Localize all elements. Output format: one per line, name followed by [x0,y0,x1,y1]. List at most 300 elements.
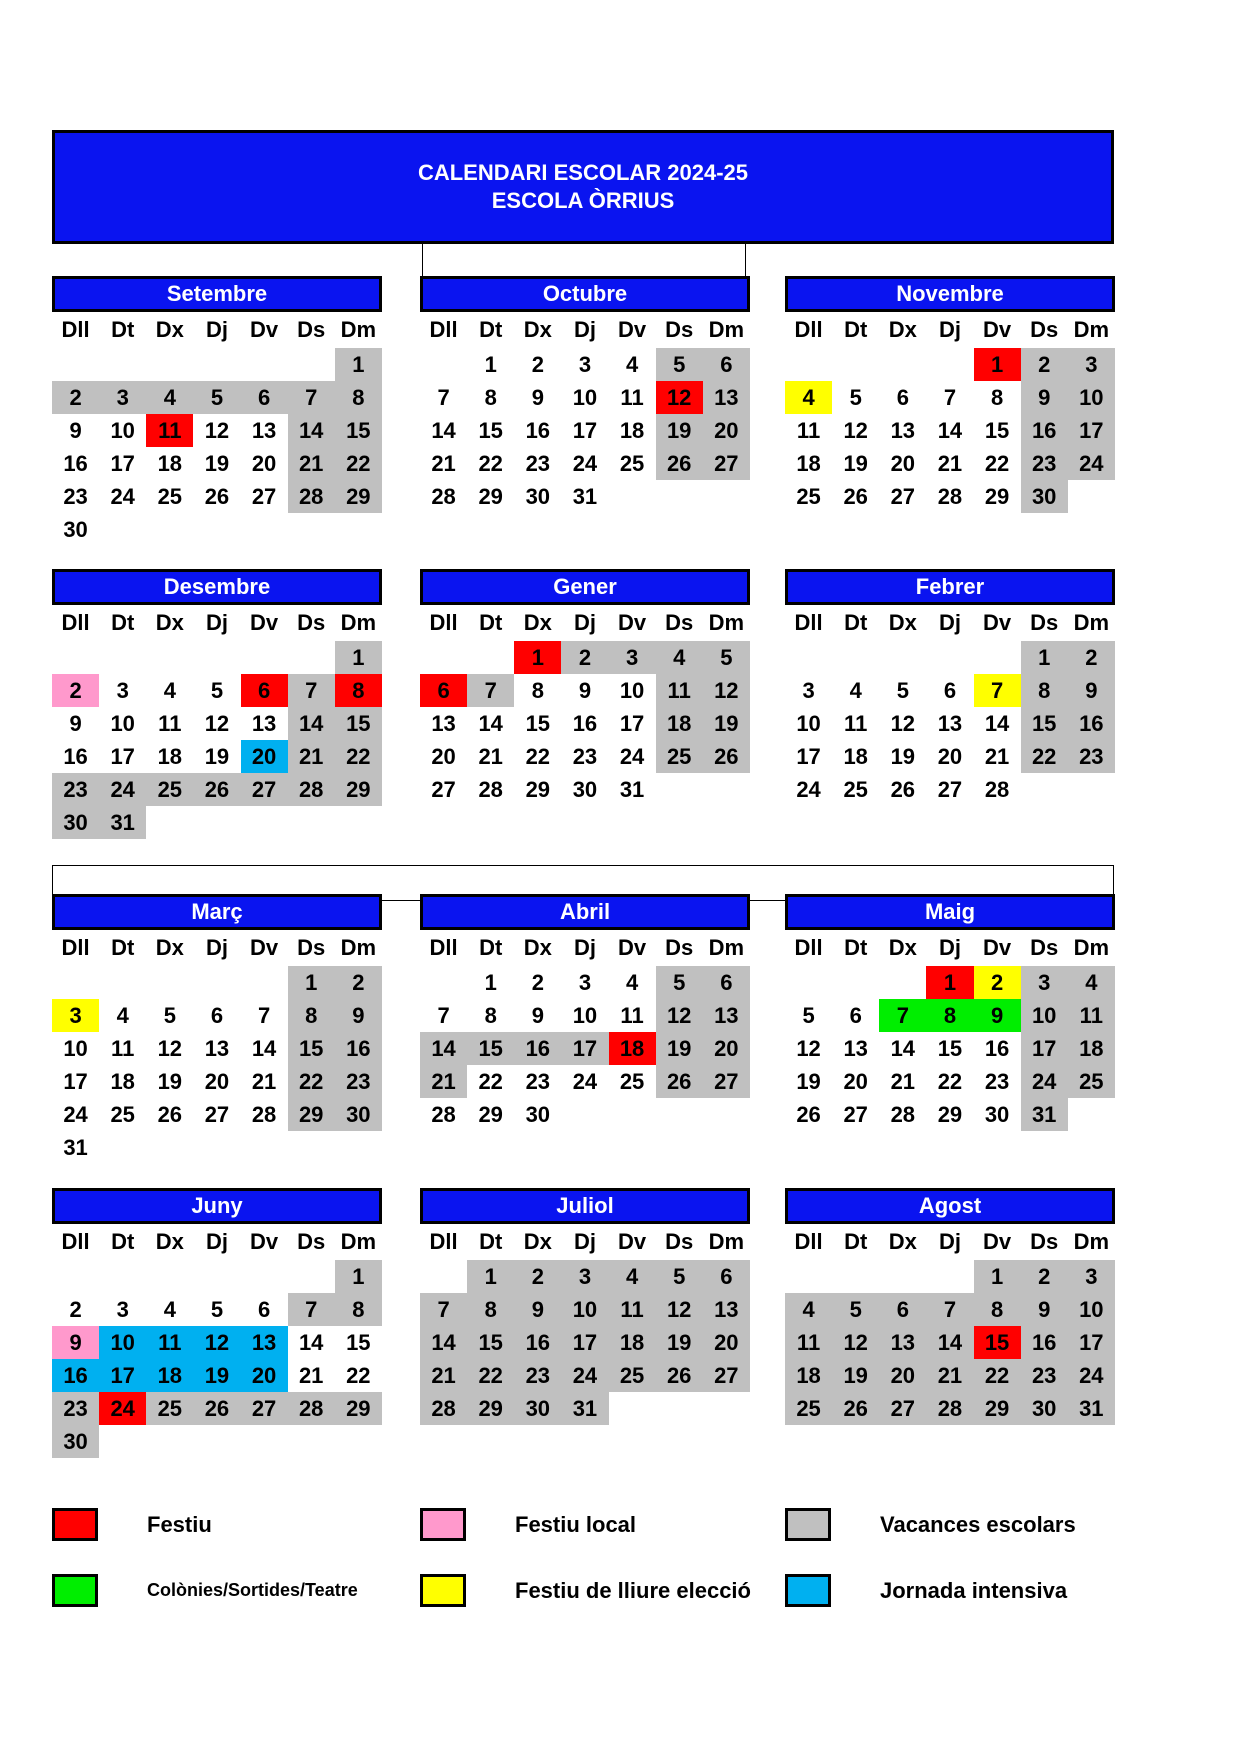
day-cell: 30 [572,777,598,802]
weekday-label: Dx [155,935,184,960]
day-cell: 8 [484,385,497,410]
day-cell: 12 [656,1293,703,1326]
weekday-label: Ds [297,317,326,342]
day-cell: 5 [163,1003,176,1028]
weekday-label: Dll [794,610,823,635]
day-cell: 12 [193,1326,240,1359]
day-cell: 24 [572,1069,598,1094]
day-cell: 4 [163,678,176,703]
day-cell: 2 [1021,1260,1068,1293]
day-cell: 6 [420,674,467,707]
day-cell: 10 [796,711,821,736]
day-cell: 28 [890,1102,916,1127]
day-cell: 13 [890,418,916,443]
day-cell: 3 [578,970,592,995]
day-grid [785,348,1115,513]
day-cell: 17 [619,711,645,736]
day-cell: 8 [990,385,1004,410]
day-cell: 9 [974,999,1021,1032]
day-cell: 15 [1021,707,1068,740]
day-cell: 22 [478,451,503,476]
day-cell: 14 [926,1326,973,1359]
day-cell: 24 [561,1359,608,1392]
day-cell: 19 [656,1326,703,1359]
day-cell: 31 [1021,1098,1068,1131]
day-cell: 24 [99,1392,146,1425]
weekday-row [52,605,382,641]
day-cell: 4 [1068,966,1115,999]
day-grid [785,1260,1115,1425]
day-cell: 22 [346,1363,371,1388]
month-agost [785,1188,1115,1425]
month-gener [420,569,750,806]
day-cell: 11 [844,711,868,736]
weekday-label: Dv [983,935,1012,960]
day-cell: 31 [619,777,645,802]
legend-swatch [785,1508,831,1541]
day-cell: 10 [572,385,598,410]
day-cell: 2 [561,641,608,674]
day-cell: 19 [204,451,230,476]
day-cell: 28 [251,1102,277,1127]
day-cell: 23 [1021,1359,1068,1392]
day-cell: 12 [204,418,230,443]
day-cell: 28 [288,480,335,513]
weekday-label: Dm [1073,317,1110,342]
day-cell: 18 [146,1359,193,1392]
month-header: Maig [785,894,1115,930]
day-cell: 27 [431,777,456,802]
day-cell: 3 [1021,966,1068,999]
month-header: Agost [785,1188,1115,1224]
day-cell: 23 [63,484,88,509]
day-cell: 2 [514,1260,561,1293]
weekday-label: Dll [61,935,90,960]
day-cell: 6 [943,678,957,703]
day-grid [420,1260,750,1425]
legend-swatch [52,1508,98,1541]
day-cell: 15 [467,1032,514,1065]
month-header: Setembre [52,276,382,312]
weekday-row [420,605,750,641]
weekday-label: Dll [61,1229,90,1254]
day-cell: 8 [467,1293,514,1326]
weekday-label: Dx [155,317,184,342]
day-cell: 5 [193,381,240,414]
weekday-label: Dm [1073,610,1110,635]
weekday-label: Dv [250,610,279,635]
day-cell: 26 [157,1102,183,1127]
day-cell: 2 [974,966,1021,999]
day-cell: 12 [832,1326,879,1359]
day-cell: 18 [785,1359,832,1392]
day-cell: 13 [703,999,750,1032]
weekday-label: Dj [938,610,961,635]
day-grid [785,966,1115,1131]
day-cell: 24 [1068,447,1115,480]
day-cell: 3 [802,678,815,703]
day-cell: 4 [785,1293,832,1326]
day-cell: 15 [525,711,551,736]
month-header: Juny [52,1188,382,1224]
day-cell: 11 [146,414,193,447]
month-octubre [420,276,750,513]
day-cell: 3 [578,352,592,377]
day-cell: 19 [703,707,750,740]
day-cell: 8 [926,999,973,1032]
day-cell: 18 [609,1326,656,1359]
day-cell: 7 [288,381,335,414]
day-cell: 11 [1068,999,1115,1032]
day-cell: 10 [63,1036,88,1061]
day-cell: 20 [843,1069,868,1094]
day-cell: 29 [984,484,1010,509]
day-cell: 26 [890,777,916,802]
day-cell: 21 [478,744,503,769]
day-cell: 17 [110,744,135,769]
day-cell: 7 [288,1293,335,1326]
day-cell: 25 [146,773,193,806]
weekday-label: Dll [794,1229,823,1254]
day-cell: 18 [656,707,703,740]
day-cell: 9 [69,418,82,443]
day-cell: 19 [796,1069,821,1094]
day-cell: 27 [204,1102,230,1127]
day-cell: 13 [431,711,456,736]
weekday-row [52,930,382,966]
weekday-label: Dx [888,610,917,635]
day-cell: 1 [1021,641,1068,674]
legend-item-col [52,1574,358,1607]
legend-swatch [52,1574,98,1607]
day-cell: 29 [335,480,382,513]
weekday-label: Dt [844,935,868,960]
day-cell: 18 [110,1069,135,1094]
day-cell: 10 [561,1293,608,1326]
day-grid [52,348,382,546]
legend-item-local [420,1508,636,1541]
weekday-label: Ds [1030,1229,1059,1254]
day-cell: 16 [514,1326,561,1359]
day-cell: 2 [52,674,99,707]
day-cell: 6 [879,1293,926,1326]
day-cell: 7 [467,674,514,707]
day-cell: 30 [1021,480,1068,513]
day-cell: 3 [1068,348,1115,381]
day-cell: 9 [1021,381,1068,414]
weekday-row [52,1224,382,1260]
day-cell: 16 [52,1359,99,1392]
weekday-label: Ds [297,935,326,960]
month-desembre [52,569,382,839]
day-cell: 20 [937,744,963,769]
day-cell: 14 [890,1036,916,1061]
day-cell: 20 [204,1069,230,1094]
day-grid [52,966,382,1164]
day-cell: 21 [288,740,335,773]
calendar-title-banner [52,130,1114,244]
legend-swatch [785,1574,831,1607]
day-cell: 31 [561,1392,608,1425]
day-cell: 28 [431,1102,456,1127]
day-cell: 17 [63,1069,88,1094]
day-cell: 23 [52,1392,99,1425]
day-cell: 27 [703,1065,750,1098]
legend-item-off [785,1508,1076,1541]
day-cell: 16 [984,1036,1010,1061]
day-cell: 23 [572,744,598,769]
day-cell: 6 [210,1003,224,1028]
weekday-label: Dj [938,317,961,342]
day-cell: 27 [703,447,750,480]
day-cell: 1 [335,641,382,674]
day-cell: 16 [525,418,551,443]
day-cell: 9 [69,711,82,736]
day-cell: 9 [578,678,592,703]
day-cell: 16 [335,1032,382,1065]
day-cell: 1 [974,1260,1021,1293]
day-cell: 9 [531,385,544,410]
month-maig [785,894,1115,1131]
day-cell: 14 [288,707,335,740]
day-cell: 13 [204,1036,230,1061]
weekday-label: Ds [297,610,326,635]
day-cell: 1 [514,641,561,674]
day-cell: 28 [478,777,503,802]
day-cell: 26 [204,484,230,509]
day-cell: 13 [879,1326,926,1359]
day-cell: 5 [832,1293,879,1326]
day-cell: 2 [531,352,544,377]
day-cell: 21 [251,1069,277,1094]
day-cell: 14 [420,1326,467,1359]
day-cell: 31 [63,1135,88,1160]
day-cell: 25 [609,1359,656,1392]
weekday-label: Ds [665,317,694,342]
weekday-label: Dj [573,317,596,342]
weekday-label: Dt [479,610,503,635]
day-cell: 2 [1021,348,1068,381]
weekday-row [420,1224,750,1260]
day-cell: 31 [1068,1392,1115,1425]
day-cell: 13 [251,711,277,736]
day-cell: 5 [896,678,909,703]
weekday-row [785,605,1115,641]
weekday-label: Dx [523,935,552,960]
day-cell: 9 [52,1326,99,1359]
day-cell: 23 [1021,447,1068,480]
day-cell: 14 [478,711,503,736]
day-cell: 1 [484,352,497,377]
day-cell: 24 [110,484,135,509]
month-header: Juliol [420,1188,750,1224]
day-cell: 19 [157,1069,183,1094]
day-cell: 3 [116,1297,129,1322]
day-cell: 23 [514,1359,561,1392]
day-cell: 5 [210,678,224,703]
day-cell: 22 [335,447,382,480]
weekday-label: Dj [573,1229,596,1254]
day-cell: 23 [335,1065,382,1098]
day-cell: 19 [656,1032,703,1065]
day-cell: 31 [99,806,146,839]
day-cell: 4 [785,381,832,414]
day-cell: 28 [984,777,1010,802]
day-cell: 25 [785,1392,832,1425]
day-cell: 24 [1068,1359,1115,1392]
day-cell: 3 [99,381,146,414]
day-cell: 10 [99,1326,146,1359]
day-cell: 6 [241,674,288,707]
day-cell: 26 [796,1102,821,1127]
day-cell: 2 [52,381,99,414]
day-cell: 17 [1021,1032,1068,1065]
day-cell: 17 [110,451,135,476]
weekday-label: Dx [155,610,184,635]
day-cell: 11 [111,1036,135,1061]
day-cell: 1 [288,966,335,999]
weekday-label: Dx [155,1229,184,1254]
day-cell: 24 [1021,1065,1068,1098]
day-cell: 4 [146,381,193,414]
day-cell: 27 [241,773,288,806]
day-cell: 21 [420,1065,467,1098]
day-cell: 12 [656,999,703,1032]
day-cell: 9 [1068,674,1115,707]
weekday-label: Dt [111,317,135,342]
day-cell: 19 [656,414,703,447]
weekday-label: Dm [340,317,377,342]
day-cell: 29 [478,484,503,509]
weekday-label: Dt [479,317,503,342]
weekday-label: Dv [618,610,647,635]
day-cell: 10 [110,418,135,443]
day-cell: 17 [561,1032,608,1065]
weekday-label: Ds [1030,610,1059,635]
legend-label: Festiu de lliure elecció [515,1577,751,1603]
day-cell: 26 [656,447,703,480]
day-cell: 20 [431,744,456,769]
weekday-label: Dll [429,610,458,635]
weekday-label: Dt [111,1229,135,1254]
day-cell: 25 [619,1069,645,1094]
title-line-2: ESCOLA ÒRRIUS [491,188,675,213]
day-cell: 22 [467,1359,514,1392]
day-cell: 9 [514,1293,561,1326]
day-cell: 11 [656,674,703,707]
weekday-label: Dt [479,935,503,960]
day-cell: 8 [974,1293,1021,1326]
day-cell: 7 [420,1293,467,1326]
legend-label: Festiu [147,1511,212,1537]
day-cell: 5 [703,641,750,674]
weekday-row [420,312,750,348]
day-cell: 29 [288,1098,335,1131]
weekday-row [420,930,750,966]
day-cell: 1 [335,1260,382,1293]
day-cell: 24 [796,777,821,802]
day-cell: 7 [437,385,450,410]
day-cell: 8 [531,678,544,703]
legend-label: Jornada intensiva [880,1577,1068,1603]
weekday-label: Dt [844,317,868,342]
day-cell: 25 [656,740,703,773]
month-setembre [52,276,382,546]
weekday-label: Dj [573,935,596,960]
weekday-label: Dll [429,935,458,960]
day-cell: 25 [1068,1065,1115,1098]
day-cell: 26 [193,1392,240,1425]
day-cell: 6 [257,1297,271,1322]
day-cell: 6 [896,385,909,410]
day-cell: 25 [619,451,645,476]
day-cell: 16 [63,451,88,476]
day-cell: 16 [1021,1326,1068,1359]
day-cell: 15 [478,418,503,443]
day-cell: 15 [937,1036,963,1061]
day-cell: 26 [656,1359,703,1392]
day-cell: 4 [609,1260,656,1293]
weekday-label: Dj [573,610,596,635]
day-cell: 15 [467,1326,514,1359]
day-cell: 11 [620,1003,644,1028]
day-cell: 20 [251,451,277,476]
day-cell: 12 [703,674,750,707]
day-cell: 29 [335,1392,382,1425]
month-novembre [785,276,1115,513]
day-cell: 3 [561,1260,608,1293]
weekday-label: Dv [250,935,279,960]
day-cell: 14 [984,711,1010,736]
day-cell: 10 [1021,999,1068,1032]
day-grid [785,641,1115,806]
day-cell: 28 [288,1392,335,1425]
day-cell: 30 [52,1425,99,1458]
weekday-label: Ds [297,1229,326,1254]
weekday-label: Dt [844,1229,868,1254]
day-cell: 12 [843,418,868,443]
day-cell: 3 [52,999,99,1032]
day-cell: 6 [241,381,288,414]
day-cell: 4 [849,678,862,703]
day-cell: 25 [843,777,868,802]
day-cell: 11 [620,385,644,410]
day-cell: 7 [288,674,335,707]
day-cell: 1 [484,970,497,995]
weekday-label: Dt [111,610,135,635]
day-cell: 20 [703,1326,750,1359]
day-cell: 29 [937,1102,963,1127]
day-cell: 22 [478,1069,503,1094]
legend-item-fest [52,1508,212,1541]
day-cell: 29 [974,1392,1021,1425]
month-header: Gener [420,569,750,605]
weekday-label: Dv [618,935,647,960]
day-cell: 18 [1068,1032,1115,1065]
weekday-label: Dm [708,935,745,960]
day-cell: 7 [926,1293,973,1326]
month-header: Desembre [52,569,382,605]
day-cell: 27 [703,1359,750,1392]
month-abril [420,894,750,1131]
day-cell: 29 [335,773,382,806]
day-cell: 28 [288,773,335,806]
month-header: Novembre [785,276,1115,312]
day-cell: 15 [288,1032,335,1065]
day-grid [420,966,750,1131]
day-cell: 21 [298,1363,324,1388]
day-cell: 18 [843,744,868,769]
